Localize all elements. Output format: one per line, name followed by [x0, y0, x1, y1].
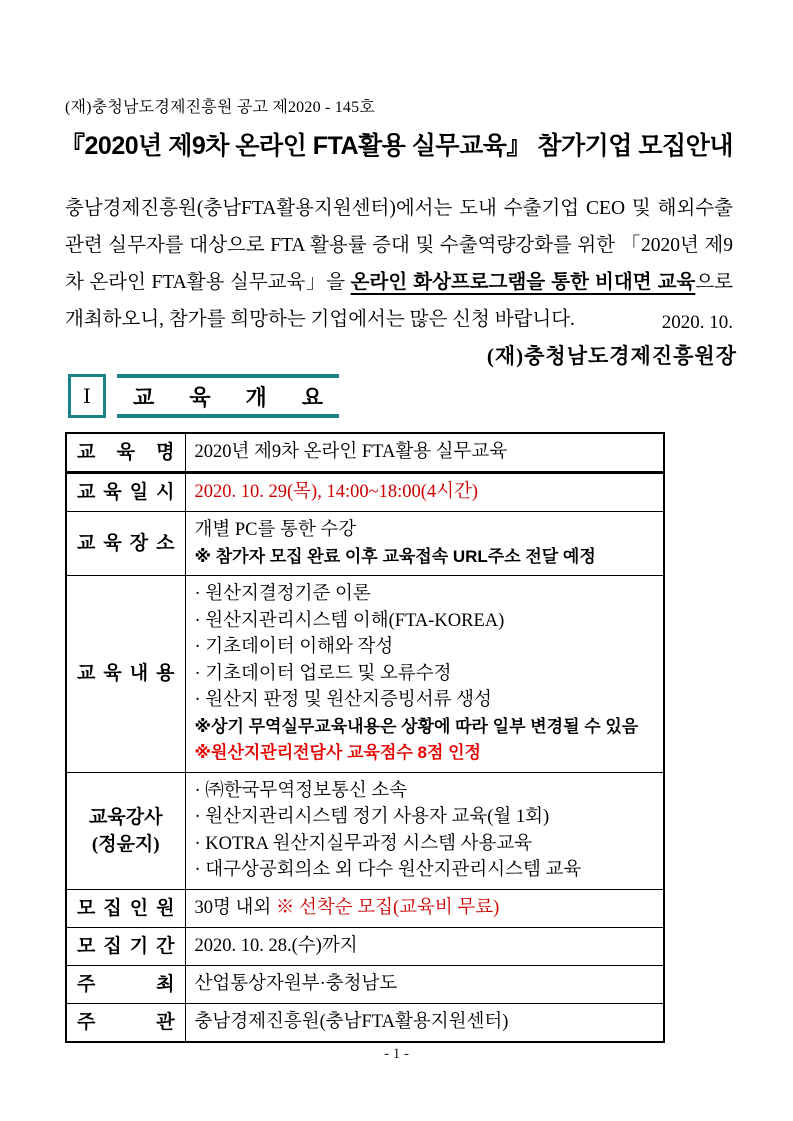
- row-value: [185, 1003, 664, 1042]
- text-segment: · 대구상공회의소 외 다수 원산지관리시스템 교육: [194, 860, 582, 880]
- row-value-line: [195, 479, 655, 506]
- text-segment: · 기초데이터 업로드 및 오류수정: [194, 663, 452, 684]
- row-value-line: [195, 687, 655, 714]
- row-label: [66, 1003, 185, 1042]
- row-value-line: [195, 634, 655, 661]
- text-segment: 개별 PC를 통한 수강: [194, 520, 357, 540]
- section-number-box: [68, 374, 106, 418]
- text-segment: 2020. 10. 28.(수)까지: [194, 935, 358, 956]
- intro-paragraph: [65, 190, 733, 338]
- row-label: [66, 433, 185, 473]
- overview-table: [65, 432, 665, 1043]
- text-segment: ※원산지관리전담사 교육점수 8점 인정: [194, 743, 481, 762]
- table-row: [66, 927, 664, 965]
- row-label: [66, 889, 185, 927]
- row-value-line: [195, 714, 655, 741]
- row-value-line: [195, 857, 655, 884]
- text-segment: 온라인 화상프로그램을 통한 비대면 교육: [350, 271, 696, 293]
- text-segment: · ㈜한국무역정보통신 소속: [194, 780, 408, 801]
- page-number: - 1 -: [384, 1046, 409, 1062]
- row-label: [66, 512, 185, 576]
- text-segment: · 기초데이터 이해와 작성: [194, 637, 394, 657]
- row-value: [185, 889, 664, 927]
- row-value-line: [195, 895, 655, 922]
- row-label-line: 주 관: [77, 1011, 175, 1033]
- row-value-line: [195, 517, 655, 544]
- table-row: [66, 433, 664, 473]
- row-value: [185, 927, 664, 965]
- row-value: [185, 965, 664, 1003]
- row-value-line: [195, 804, 655, 831]
- text-segment: 2020년 제9차 온라인 FTA활용 실무교육: [194, 442, 508, 463]
- text-segment: 으로 개최하오니, 참가를 희망하는 기업에서는 많은 신청 바랍니다.: [65, 272, 733, 330]
- row-value-line: [195, 1009, 655, 1036]
- row-value-line: [195, 581, 655, 608]
- row-value-line: [195, 740, 655, 767]
- announcement-date: 2020. 10.: [661, 312, 733, 333]
- row-value: [185, 576, 664, 773]
- row-value-line: [195, 933, 655, 960]
- row-label: [66, 576, 185, 773]
- table-row: [66, 1003, 664, 1042]
- row-value: [185, 772, 664, 889]
- row-value-line: [195, 661, 655, 688]
- text-segment: · 원산지관리시스템 이해(FTA-KOREA): [194, 610, 505, 631]
- text-segment: 30명 내외: [194, 897, 276, 918]
- text-segment: · 원산지결정기준 이론: [194, 584, 371, 604]
- row-label-line: 주 최: [77, 973, 175, 995]
- text-segment: ※ 선착순 모집(교육비 무료): [275, 897, 500, 918]
- section-title: 교 육 개 요: [133, 384, 323, 410]
- row-label-line: 모 집 기 간: [77, 935, 175, 957]
- section-title-bar: [117, 374, 339, 418]
- text-segment: 산업통상자원부·충청남도: [194, 973, 398, 994]
- row-value: [185, 433, 664, 473]
- table-row: [66, 965, 664, 1003]
- overview-table-body: [66, 433, 664, 1042]
- row-value: [185, 473, 664, 512]
- row-label: [66, 965, 185, 1003]
- row-label-line: 모 집 인 원: [77, 897, 175, 919]
- text-segment: · 원산지관리시스템 정기 사용자 교육(월 1회): [194, 807, 550, 827]
- table-row: [66, 473, 664, 512]
- section-number: Ⅰ: [83, 385, 91, 408]
- text-segment: ※ 참가자 모집 완료 이후 교육접속 URL주소 전달 예정: [194, 546, 596, 566]
- row-value-line: [195, 971, 655, 998]
- row-label-line: 교 육 내 용: [77, 663, 175, 685]
- document-title: 『2020년 제9차 온라인 FTA활용 실무교육』 참가기업 모집안내: [60, 132, 733, 160]
- row-label-line: 교 육 장 소: [77, 533, 175, 554]
- notice-number: (재)충청남도경제진흥원 공고 제2020 - 145호: [65, 99, 375, 116]
- row-label-line: 교육강사: [89, 806, 163, 828]
- row-value-line: [195, 778, 655, 805]
- text-segment: · KOTRA 원산지실무과정 시스템 사용교육: [194, 833, 533, 854]
- row-value-line: [195, 831, 655, 858]
- section-header: [68, 374, 339, 418]
- row-value: [185, 512, 664, 576]
- row-label: [66, 772, 185, 889]
- text-segment: 충남경제진흥원(충남FTA활용지원센터): [194, 1011, 509, 1032]
- row-label: [66, 927, 185, 965]
- text-segment: · 원산지 판정 및 원산지증빙서류 생성: [194, 690, 492, 710]
- table-row: [66, 772, 664, 889]
- row-label-line: 교 육 명: [77, 442, 175, 463]
- table-row: [66, 889, 664, 927]
- table-row: [66, 512, 664, 576]
- row-value-line: [195, 544, 655, 571]
- row-value-line: [195, 608, 655, 635]
- row-label: [66, 473, 185, 512]
- text-segment: 충남경제진흥원(충남FTA활용지원센터)에서는 도내 수출기업 CEO 및 해외수출 관련 실무자를 대상으로 FTA 활용률 증대 및 수출역량강화를 위한 「2020년 제9차 온라인 FTA활용 실무교육」을: [65, 198, 733, 293]
- text-segment: 2020. 10. 29(목), 14:00~18:00(4시간): [194, 482, 479, 503]
- row-label-line: 교 육 일 시: [77, 482, 175, 503]
- row-value-line: [195, 439, 655, 466]
- text-segment: ※상기 무역실무교육내용은 상황에 따라 일부 변경될 수 있음: [194, 716, 639, 736]
- row-label-line: (정윤지): [91, 833, 160, 855]
- issuer-signature: (재)충청남도경제진흥원장: [486, 344, 737, 368]
- table-row: [66, 576, 664, 773]
